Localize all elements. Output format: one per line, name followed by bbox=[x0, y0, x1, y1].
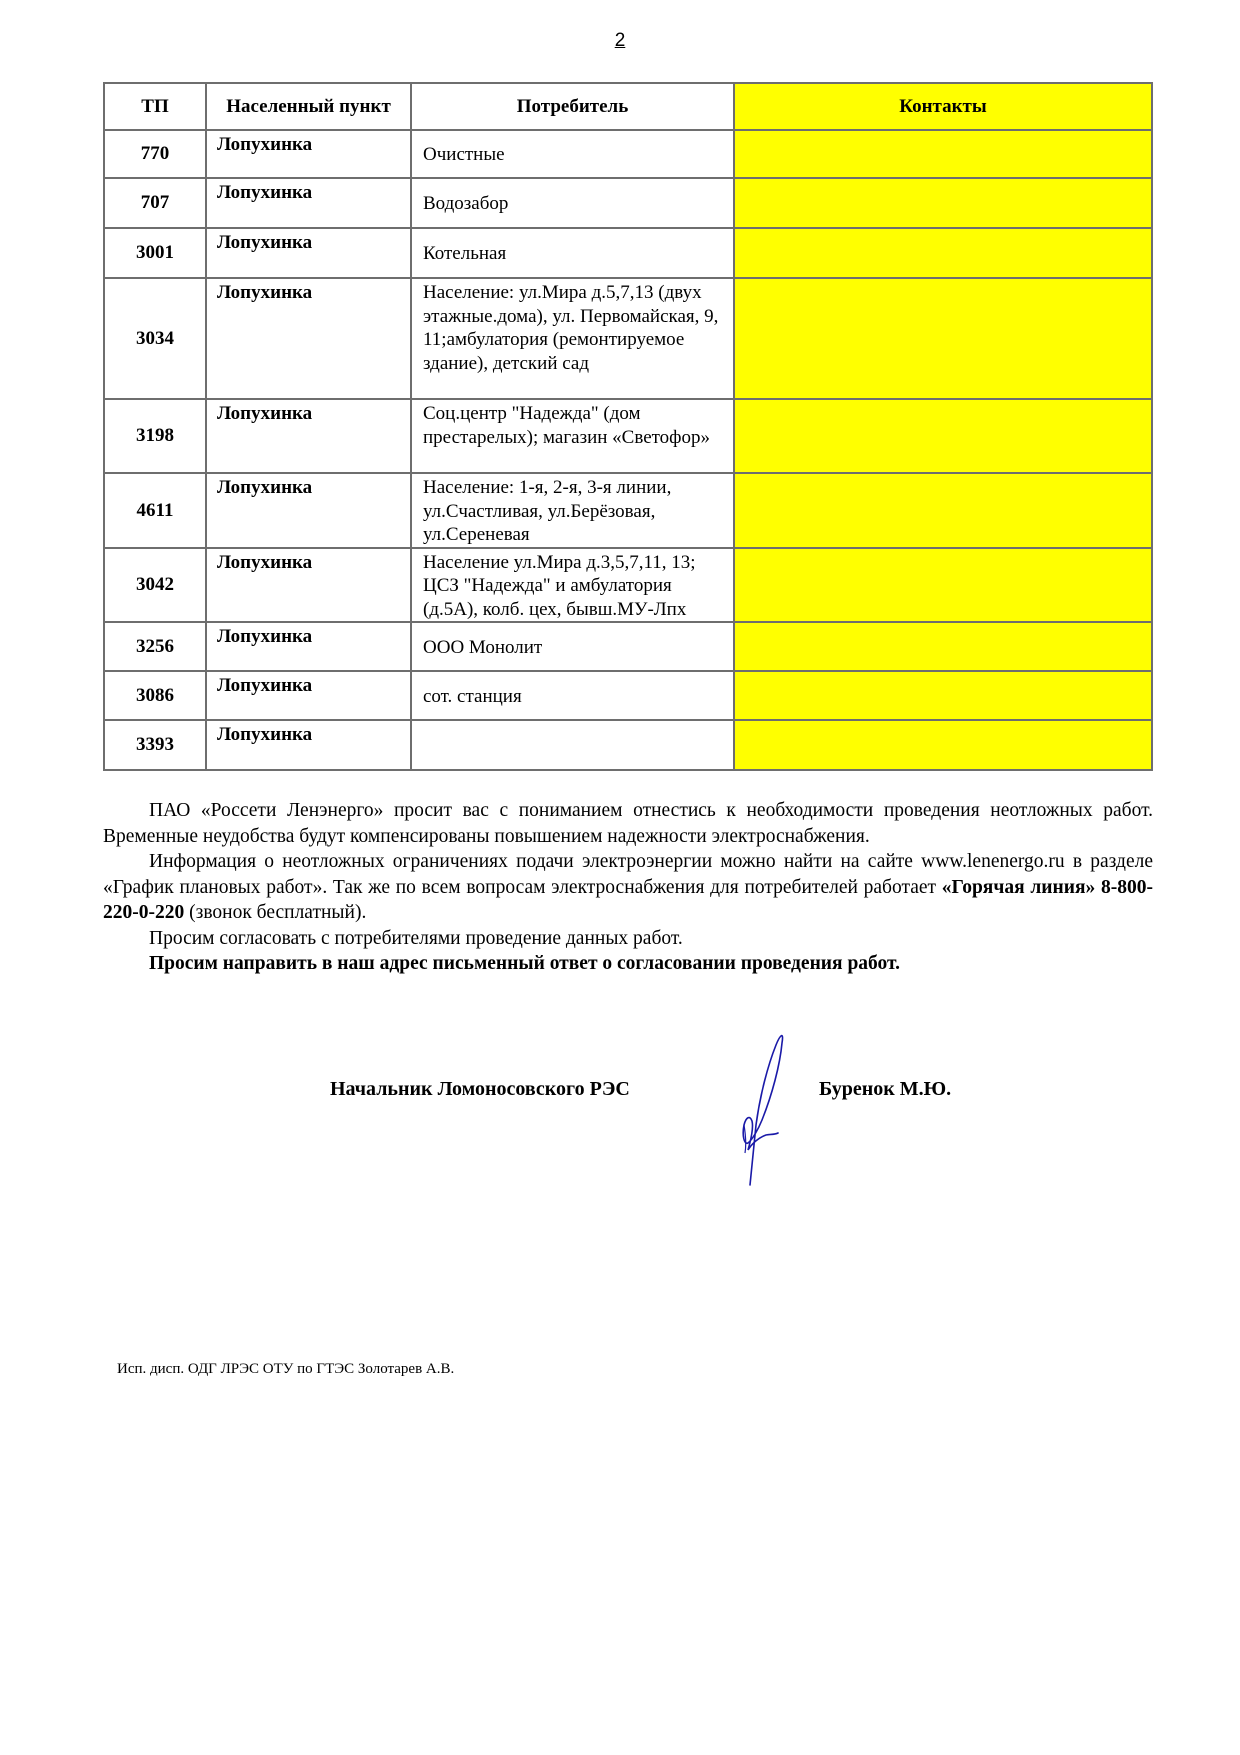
table-row bbox=[104, 228, 1152, 278]
cell-place: Лопухинка bbox=[206, 622, 411, 671]
cell-consumer bbox=[411, 720, 734, 770]
cell-contacts[interactable] bbox=[734, 228, 1152, 278]
table-row bbox=[104, 178, 1152, 228]
paragraph-request: Просим согласовать с потребителями проведение данных работ. bbox=[149, 927, 683, 949]
cell-contacts[interactable] bbox=[734, 178, 1152, 228]
table-row bbox=[104, 130, 1152, 178]
cell-consumer: Население: ул.Мира д.5,7,13 (двух этажные.дома), ул. Первомайская, 9, 11;амбулатория (ремонтируемое здание), детский сад bbox=[411, 278, 734, 399]
cell-contacts[interactable] bbox=[734, 130, 1152, 178]
signature-block bbox=[0, 1070, 1240, 1180]
cell-place: Лопухинка bbox=[206, 548, 411, 623]
cell-contacts[interactable] bbox=[734, 622, 1152, 671]
header-place: Населенный пункт bbox=[206, 83, 411, 130]
cell-place: Лопухинка bbox=[206, 720, 411, 770]
cell-contacts[interactable] bbox=[734, 720, 1152, 770]
header-consumer: Потребитель bbox=[411, 83, 734, 130]
cell-tp: 4611 bbox=[104, 473, 206, 548]
cell-consumer: Соц.центр "Надежда" (дом престарелых); магазин «Светофор» bbox=[411, 399, 734, 473]
hotline: «Горячая линия» 8-800-220-0-220 bbox=[103, 876, 1153, 923]
paragraph-request-bold: Просим направить в наш адрес письменный ответ о согласовании проведения работ. bbox=[149, 953, 901, 974]
cell-tp: 3001 bbox=[104, 228, 206, 278]
table-row bbox=[104, 278, 1152, 399]
table-header-row bbox=[104, 83, 1152, 130]
cell-consumer: Очистные bbox=[411, 130, 734, 178]
cell-place: Лопухинка bbox=[206, 399, 411, 473]
cell-place: Лопухинка bbox=[206, 671, 411, 720]
cell-consumer: Население: 1-я, 2-я, 3-я линии, ул.Счастливая, ул.Берёзовая, ул.Сереневая bbox=[411, 473, 734, 548]
paragraph-info: Информация о неотложных ограничениях подачи электроэнергии можно найти на сайте www.lenenergo.ru в разделе «График плановых работ». Так же по всем вопросам электроснабжения для потребителей работает «Горячая линия» 8-800-220-0-220 (звонок бесплатный). bbox=[103, 851, 1153, 923]
signature-icon bbox=[700, 1025, 810, 1195]
cell-tp: 3042 bbox=[104, 548, 206, 623]
cell-consumer: Водозабор bbox=[411, 178, 734, 228]
table-row bbox=[104, 399, 1152, 473]
cell-tp: 3034 bbox=[104, 278, 206, 399]
cell-tp: 3086 bbox=[104, 671, 206, 720]
table-row bbox=[104, 622, 1152, 671]
cell-place: Лопухинка bbox=[206, 178, 411, 228]
header-tp: ТП bbox=[104, 83, 206, 130]
consumers-table bbox=[103, 82, 1153, 771]
table-row bbox=[104, 548, 1152, 623]
signer-name: Буренок М.Ю. bbox=[819, 1078, 952, 1100]
cell-consumer: Население ул.Мира д.3,5,7,11, 13; ЦСЗ "Надежда" и амбулатория (д.5А), колб. цех, бывш.МУ-Лпх bbox=[411, 548, 734, 623]
cell-contacts[interactable] bbox=[734, 671, 1152, 720]
cell-tp: 3198 bbox=[104, 399, 206, 473]
cell-contacts[interactable] bbox=[734, 548, 1152, 623]
table-row bbox=[104, 720, 1152, 770]
paragraph-apology: ПАО «Россети Ленэнерго» просит вас с пониманием отнестись к необходимости проведения неотложных работ. Временные неудобства будут компенсированы повышением надежности электроснабжения. bbox=[103, 800, 1153, 847]
cell-tp: 3256 bbox=[104, 622, 206, 671]
cell-place: Лопухинка bbox=[206, 130, 411, 178]
cell-contacts[interactable] bbox=[734, 399, 1152, 473]
cell-consumer: ООО Монолит bbox=[411, 622, 734, 671]
letter-body bbox=[103, 798, 1153, 977]
cell-place: Лопухинка bbox=[206, 473, 411, 548]
cell-contacts[interactable] bbox=[734, 278, 1152, 399]
table-row bbox=[104, 671, 1152, 720]
cell-consumer: сот. станция bbox=[411, 671, 734, 720]
cell-consumer: Котельная bbox=[411, 228, 734, 278]
cell-place: Лопухинка bbox=[206, 228, 411, 278]
cell-tp: 707 bbox=[104, 178, 206, 228]
header-contacts: Контакты bbox=[734, 83, 1152, 130]
cell-contacts[interactable] bbox=[734, 473, 1152, 548]
cell-tp: 770 bbox=[104, 130, 206, 178]
executor-note: Исп. дисп. ОДГ ЛРЭС ОТУ по ГТЭС Золотарев А.В. bbox=[117, 1361, 455, 1377]
cell-tp: 3393 bbox=[104, 720, 206, 770]
page-number: 2 bbox=[614, 30, 626, 51]
signer-title: Начальник Ломоносовского РЭС bbox=[330, 1078, 630, 1100]
cell-place: Лопухинка bbox=[206, 278, 411, 399]
table-row bbox=[104, 473, 1152, 548]
